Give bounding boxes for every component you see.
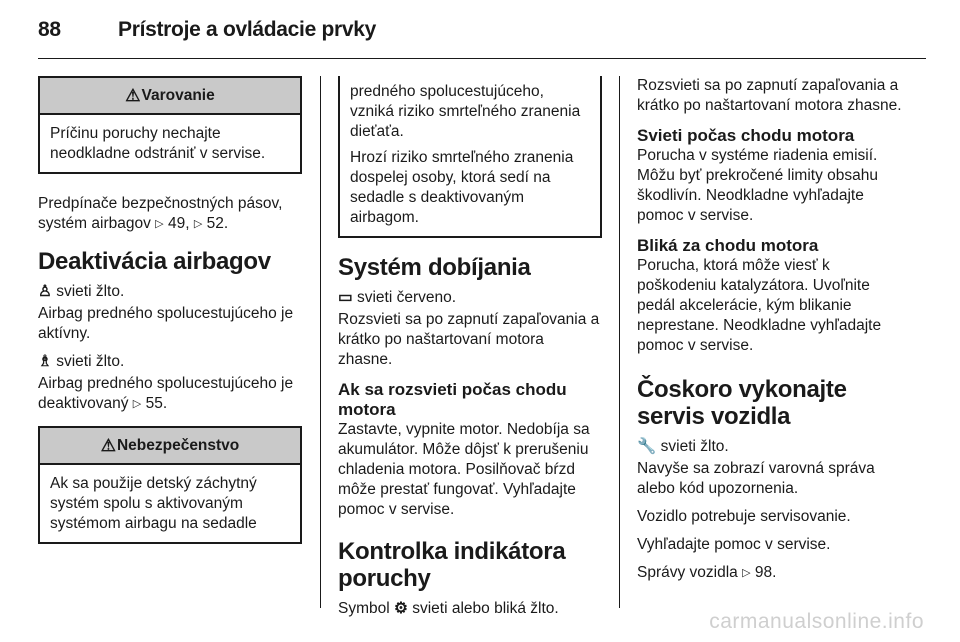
belts-ref-2[interactable]: 52. — [206, 215, 229, 232]
danger-cont-p1: predného spolucestujúceho, vzniká riziko smrteľného zranenia dieťaťa. — [350, 83, 581, 140]
service-messages-ref[interactable]: 98. — [754, 564, 777, 581]
danger-cont-p2: Hrozí riziko smrteľného zranenia dospelej osoby, ktorá sedí na sedadle s deaktivovaným airbagom. — [350, 149, 574, 226]
watermark: carmanualsonline.info — [709, 610, 924, 633]
warning-box — [38, 76, 302, 174]
charging-status-line — [338, 288, 602, 308]
column-3 — [637, 76, 905, 591]
page-ref-icon: ▷ — [193, 218, 203, 230]
page-header — [38, 18, 376, 42]
mil-text-pre: Symbol — [338, 600, 390, 617]
charging-text: Rozsvieti sa po zapnutí zapaľovania a krátko po naštartovaní motora zhasne. — [338, 311, 600, 368]
danger-text: Ak sa použije detský záchytný systém spolu s aktivovaným systémom airbagu na sedadle — [50, 475, 257, 532]
warning-title: Varovanie — [141, 87, 215, 104]
charging-heading: Systém dobíjania — [338, 254, 531, 281]
battery-icon: ▭ — [338, 289, 353, 306]
service-status-line — [637, 437, 905, 457]
danger-box — [38, 426, 302, 544]
mil-heading: Kontrolka indikátora poruchy — [338, 538, 566, 592]
header-rule — [38, 58, 926, 59]
warning-icon: ⚠ — [125, 86, 141, 105]
running-heading: Svieti počas chodu motora — [637, 126, 855, 145]
airbag-on-icon: ♙ — [38, 283, 52, 300]
page-ref-icon: ▷ — [132, 398, 142, 410]
column-divider-2 — [619, 76, 620, 608]
danger-cont-body — [340, 76, 600, 236]
page-number: 88 — [38, 18, 61, 41]
service-text-1: Navyše sa zobrazí varovná správa alebo kód upozornenia. — [637, 460, 875, 497]
column-1 — [38, 76, 302, 544]
page-ref-icon: ▷ — [155, 218, 164, 230]
warning-box-header — [40, 78, 300, 115]
airbag-on-text: Airbag predného spolucestujúceho je aktívny. — [38, 305, 294, 342]
service-heading: Čoskoro vykonajte servis vozidla — [637, 376, 847, 430]
danger-box-continued — [338, 76, 602, 238]
service-text-3: Vyhľadajte pomoc v servise. — [637, 536, 831, 553]
mil-detail-text: Rozsvieti sa po zapnutí zapaľovania a krátko po naštartovaní motora zhasne. — [637, 77, 902, 114]
mil-text-post: svieti alebo bliká žlto. — [412, 600, 559, 617]
airbag-on-line — [38, 282, 302, 302]
page-title: Prístroje a ovládacie prvky — [118, 18, 377, 41]
airbag-off-icon: ♗ — [38, 353, 52, 370]
belts-text: Predpínače bezpečnostných pásov, systém airbagov — [38, 195, 283, 232]
engine-check-icon: ⚙ — [394, 600, 408, 617]
airbag-off-ref[interactable]: 55. — [145, 395, 168, 412]
airbag-on-status: svieti žlto. — [56, 283, 125, 300]
service-status: svieti žlto. — [660, 438, 729, 455]
column-2 — [338, 76, 602, 627]
airbag-off-line — [38, 352, 302, 372]
running-text: Porucha v systéme riadenia emisií. Môžu byť prekročené limity obsahu škodlivín. Neodkladne vyhľadajte pomoc v servise. — [637, 147, 879, 224]
danger-box-header — [40, 428, 300, 465]
blinking-text: Porucha, ktorá môže viesť k poškodeniu katalyzátora. Uvoľnite pedál akcelerácie, kým blikanie neprestane. Neodkladne vyhľadajte pomoc v servise. — [637, 257, 882, 354]
blinking-heading: Bliká za chodu motora — [637, 236, 819, 255]
warning-icon: ⚠ — [100, 436, 116, 455]
airbag-off-paragraph — [38, 374, 302, 414]
charging-status: svieti červeno. — [356, 289, 457, 306]
service-messages-text: Správy vozidla — [637, 564, 738, 581]
charging-sub-text: Zastavte, vypnite motor. Nedobíja sa akumulátor. Môže dôjsť k prerušeniu chladenia motora. Posilňovač bŕzd môže prestať fungovať. Vyhľadajte pomoc v servise. — [338, 421, 590, 518]
mil-paragraph — [338, 599, 602, 619]
charging-subheading: Ak sa rozsvieti počas chodu motora — [338, 380, 567, 419]
warning-text: Príčinu poruchy nechajte neodkladne odstrániť v servise. — [50, 125, 266, 162]
airbag-heading: Deaktivácia airbagov — [38, 248, 271, 275]
airbag-off-status: svieti žlto. — [56, 353, 125, 370]
page-ref-icon: ▷ — [742, 567, 751, 579]
belts-ref-1[interactable]: 49, — [167, 215, 190, 232]
wrench-icon: 🔧 — [637, 438, 657, 455]
service-messages-line — [637, 563, 905, 583]
danger-title: Nebezpečenstvo — [116, 437, 240, 454]
column-divider-1 — [320, 76, 321, 608]
service-text-2: Vozidlo potrebuje servisovanie. — [637, 508, 851, 525]
belts-paragraph — [38, 194, 302, 234]
airbag-off-text: Airbag predného spolucestujúceho je deaktivovaný — [38, 375, 294, 412]
